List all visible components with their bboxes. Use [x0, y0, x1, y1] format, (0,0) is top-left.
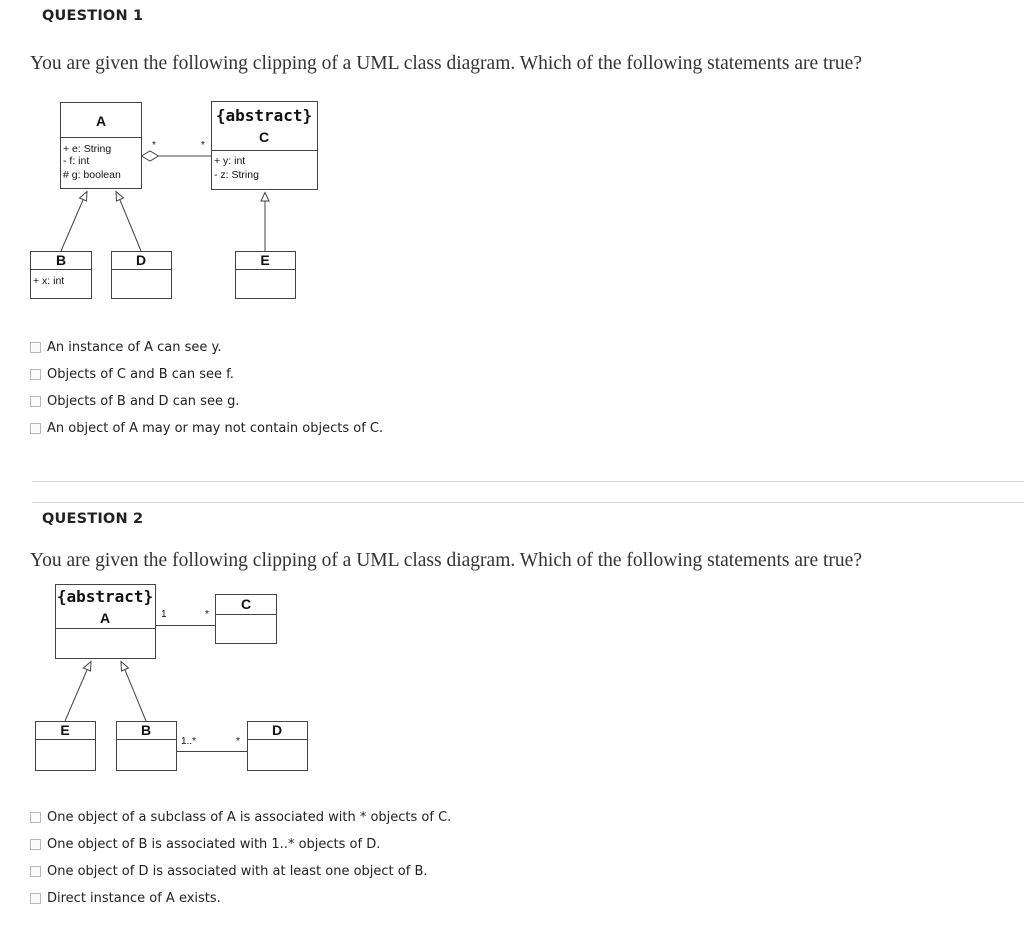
question-1-heading: QUESTION 1 — [42, 8, 144, 24]
class-b-name: B — [140, 722, 152, 738]
answer-option-label: An instance of A can see y. — [47, 339, 222, 355]
uml-class-a — [56, 585, 156, 659]
answer-checkbox[interactable] — [30, 839, 41, 850]
class-c-attribute: - z: String — [214, 169, 259, 181]
answer-option[interactable] — [30, 861, 428, 881]
answer-option[interactable] — [30, 888, 221, 908]
answer-option-label: Objects of B and D can see g. — [47, 393, 240, 409]
class-a-stereotype: {abstract} — [56, 587, 154, 606]
multiplicity-label: * — [152, 140, 156, 151]
multiplicity-label: * — [205, 609, 209, 620]
uml-class-e — [36, 722, 96, 771]
class-c-attribute: + y: int — [214, 155, 246, 167]
class-c-name: C — [258, 129, 270, 145]
class-c-name: C — [240, 596, 252, 612]
class-b-name: B — [55, 252, 67, 268]
answer-option-label: Direct instance of A exists. — [47, 890, 221, 906]
question-2-heading: QUESTION 2 — [42, 511, 144, 527]
class-a-attribute: + e: String — [63, 143, 112, 155]
answer-option-label: Objects of C and B can see f. — [47, 366, 234, 382]
answer-option-label: One object of B is associated with 1..* objects of D. — [47, 836, 381, 852]
answer-checkbox[interactable] — [30, 866, 41, 877]
answer-checkbox[interactable] — [30, 812, 41, 823]
class-e-name: E — [60, 722, 70, 738]
association-a-c — [156, 609, 216, 626]
uml-class-b — [117, 722, 177, 771]
class-e-name: E — [260, 252, 270, 268]
question-1-prompt: You are given the following clipping of a UML class diagram. Which of the following statements are true? — [30, 53, 862, 74]
class-a-name: A — [99, 610, 111, 626]
answer-option-label: One object of a subclass of A is associated with * objects of C. — [47, 809, 452, 825]
answer-option-label: An object of A may or may not contain objects of C. — [47, 420, 384, 436]
answer-option[interactable] — [30, 834, 380, 854]
multiplicity-label: * — [236, 736, 240, 747]
class-a-name: A — [95, 113, 107, 129]
uml-class-c — [216, 595, 277, 644]
class-b-attribute: + x: int — [33, 275, 65, 287]
class-d-name: D — [271, 722, 283, 738]
multiplicity-label: 1..* — [181, 736, 197, 747]
multiplicity-label: 1 — [161, 609, 167, 620]
class-a-attribute: # g: boolean — [63, 169, 121, 181]
association-b-d — [177, 736, 248, 752]
answer-option[interactable] — [30, 807, 451, 827]
generalization-e-a — [65, 662, 91, 722]
generalization-b-a — [121, 662, 146, 722]
class-a-attribute: - f: int — [63, 155, 90, 167]
answer-checkbox[interactable] — [30, 893, 41, 904]
question-2-prompt: You are given the following clipping of a UML class diagram. Which of the following statements are true? — [30, 550, 862, 571]
class-d-name: D — [135, 252, 147, 268]
class-c-stereotype: {abstract} — [215, 106, 313, 125]
uml-class-d — [248, 722, 308, 771]
multiplicity-label: * — [201, 140, 205, 151]
answer-option-label: One object of D is associated with at least one object of B. — [47, 863, 428, 879]
